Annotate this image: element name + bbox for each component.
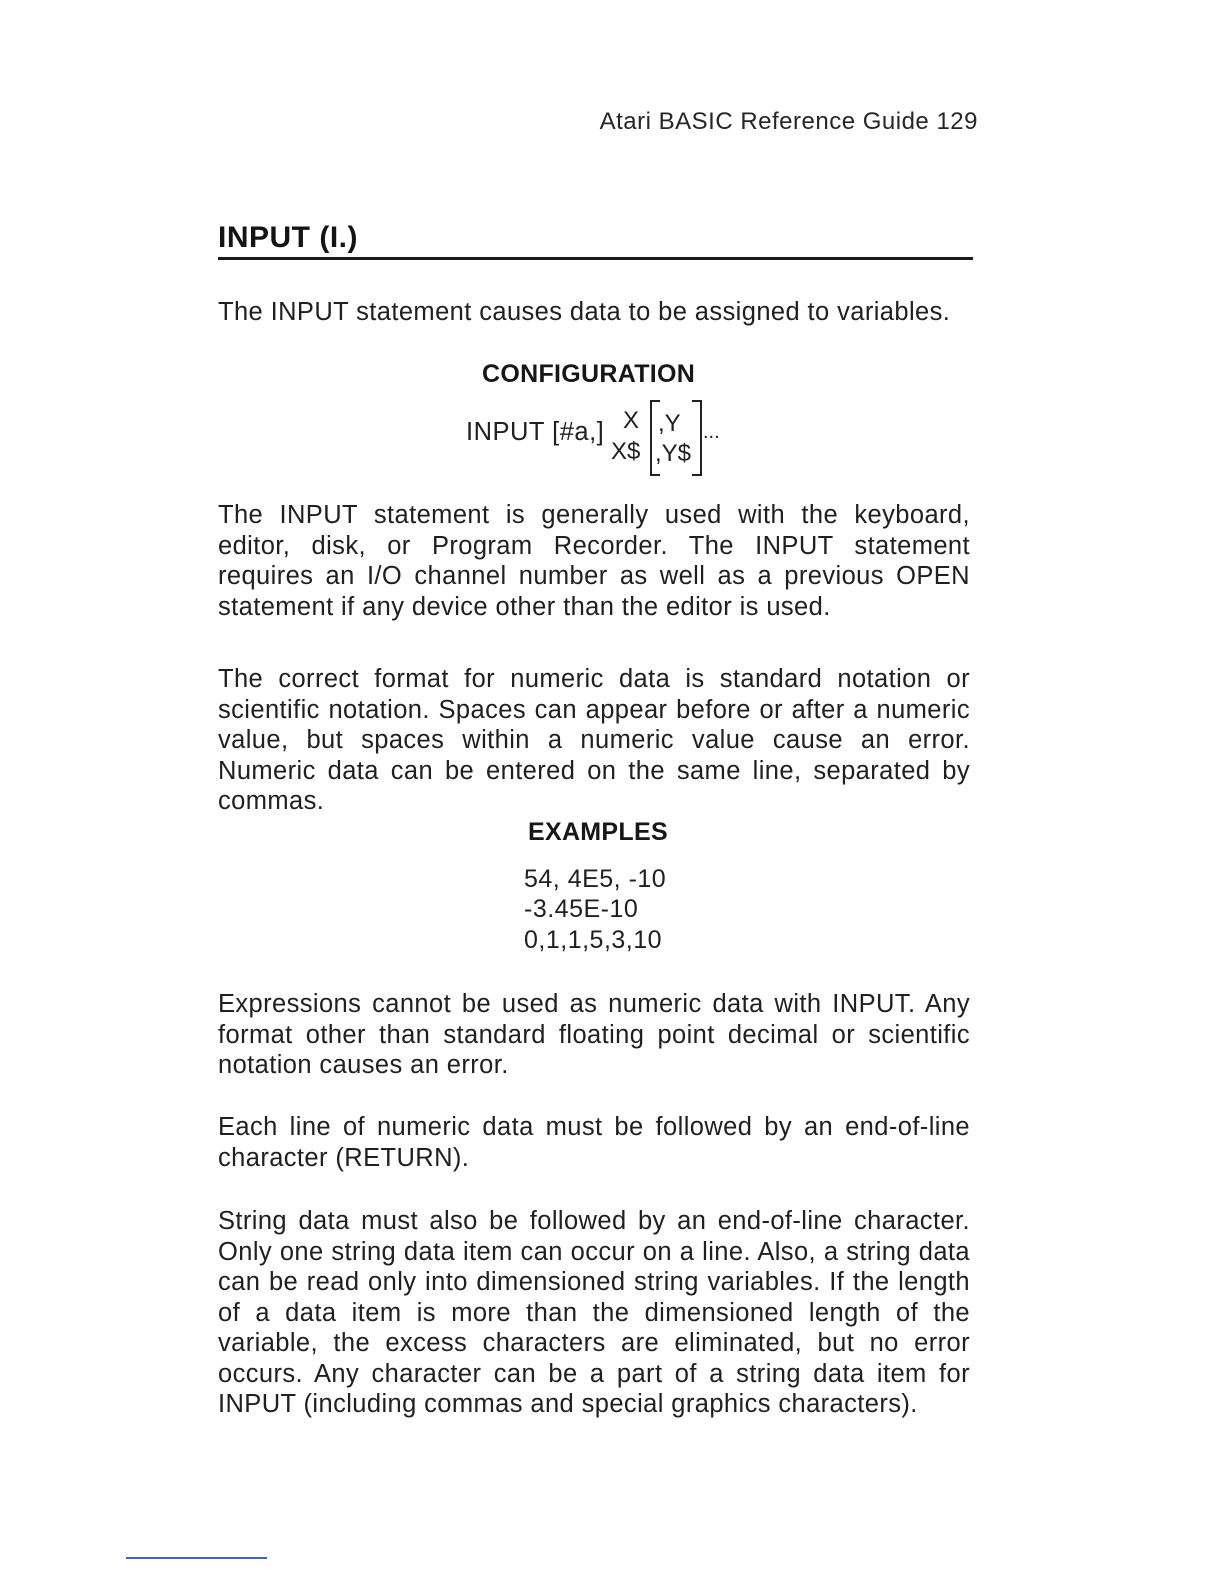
example-line: -3.45E-10 [524,895,639,923]
intro-paragraph: The INPUT statement causes data to be assigned to variables. [218,298,951,326]
page-number: 129 [936,108,978,135]
section-title: INPUT (I.) [218,221,358,254]
paragraph-usage: The INPUT statement is generally used with the keyboard, editor, disk, or Program Recorder. The INPUT statement requires an I/O channel number as well as a previous OPEN statement if any device other than the editor is used. [218,501,970,621]
paragraph-end-of-line: Each line of numeric data must be followed by an end-of-line character (RETURN). [218,1113,970,1172]
config-option-xs: X$ [611,438,641,465]
section-title-rule [218,257,973,260]
running-header [520,108,978,136]
config-option-ys: ,Y$ [655,440,692,467]
paragraph-expressions: Expressions cannot be used as numeric data with INPUT. Any format other than standard floating point decimal or scientific notation causes an error. [218,990,970,1079]
paragraph-string-data: String data must also be followed by an end-of-line character. Only one string data item can occur on a line. Also, a string data can be read only into dimensioned string variables. If the length of a data item is more than the dimensioned length of the variable, the excess characters are eliminated, but no error occurs. Any character can be a part of a string data item for INPUT (including commas and special graphics characters). [218,1207,970,1418]
footer-rule [126,1557,267,1559]
config-option-x: X [623,407,640,434]
example-line: 0,1,1,5,3,10 [524,926,663,954]
config-right-bracket [692,400,702,476]
paragraph-numeric-format: The correct format for numeric data is standard notation or scientific notation. Spaces can appear before or after a numeric value, but spaces within a numeric value cause an error. Numeric data can be entered on the same line, separated by commas. [218,665,970,815]
configuration-heading: CONFIGURATION [482,360,696,388]
config-statement: INPUT [#a,] [466,418,605,446]
examples-heading: EXAMPLES [528,818,668,846]
running-title: Atari BASIC Reference Guide [599,108,930,135]
config-option-y: ,Y [658,410,681,437]
config-ellipsis: ... [703,421,720,443]
example-line: 54, 4E5, -10 [524,865,667,893]
